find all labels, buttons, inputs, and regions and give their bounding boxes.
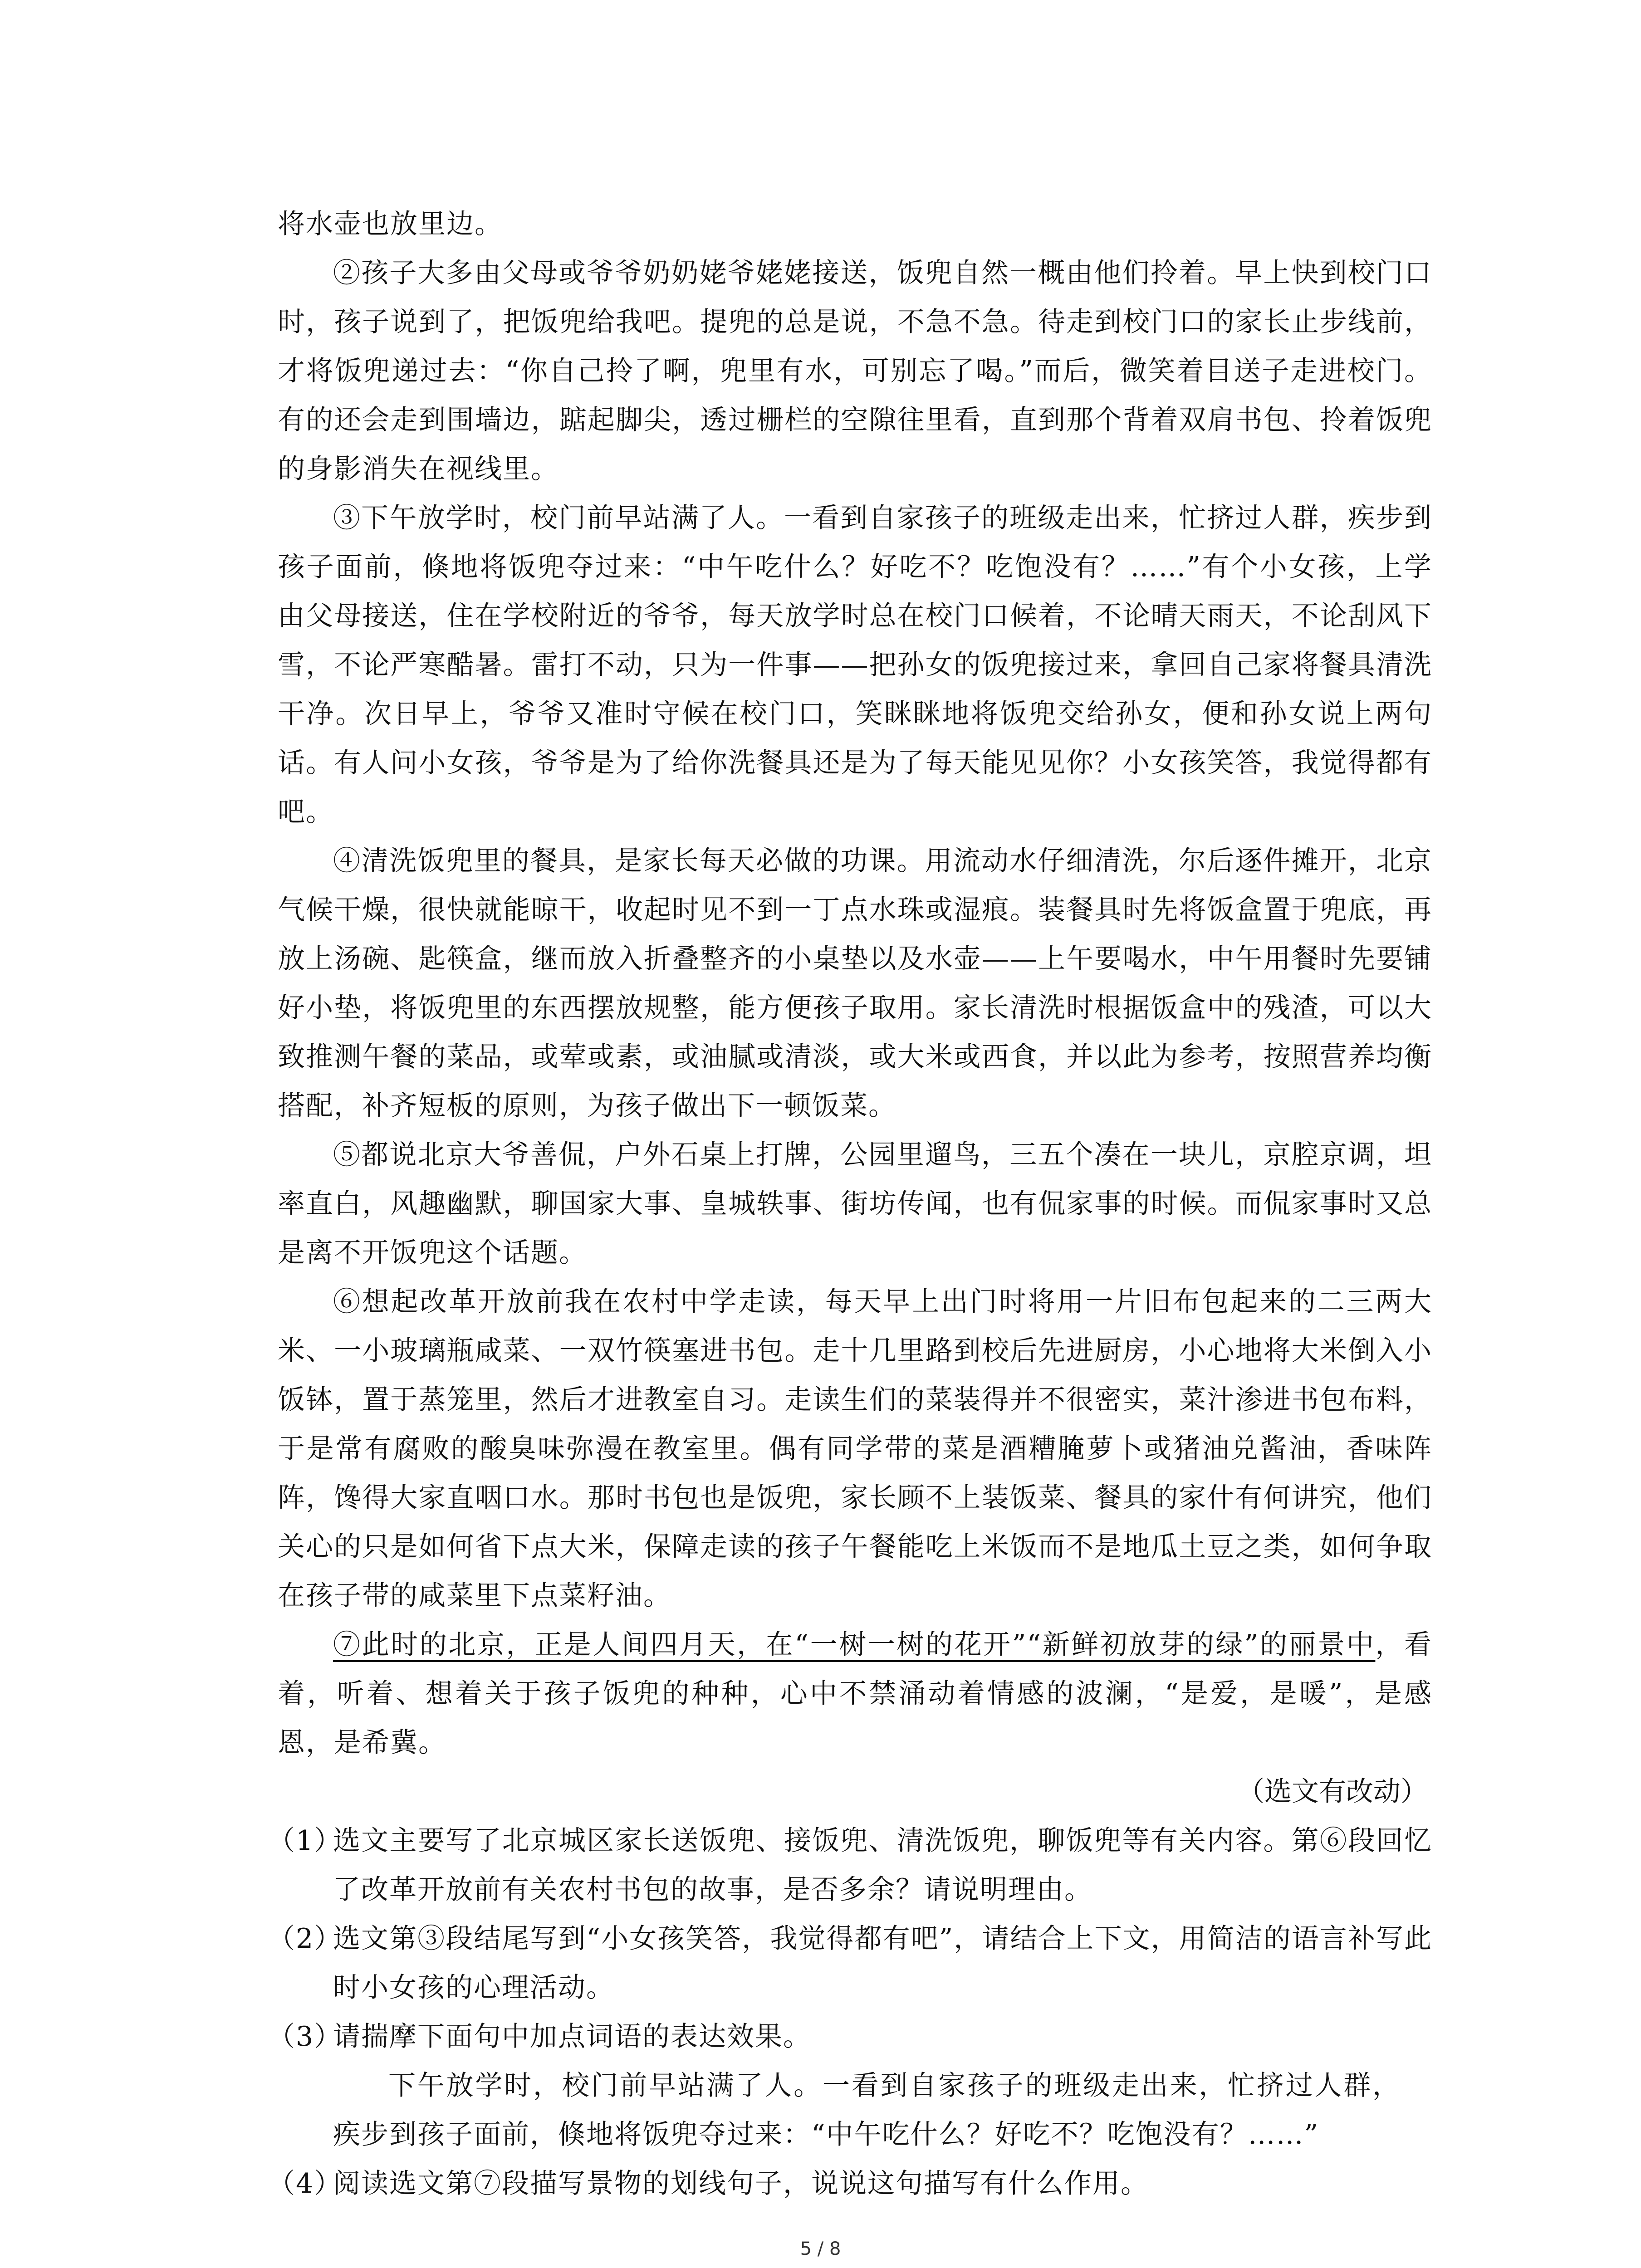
paragraph-7-rest: ，看着，听着、想着关于孩子饭兜的种种，心中不禁涌动着情感的波澜，“是爱，是暖”，是感恩，是希冀。 bbox=[278, 1629, 1432, 1759]
paragraph-7 bbox=[278, 1620, 1432, 1767]
article-body bbox=[268, 200, 1432, 2208]
question-number: （1） bbox=[268, 1825, 343, 1857]
question-text: 请揣摩下面句中加点词语的表达效果。 bbox=[333, 2021, 811, 2053]
paragraph-4: ④清洗饭兜里的餐具，是家长每天必做的功课。用流动水仔细清洗，尔后逐件摊开，北京气候干燥，很快就能晾干，收起时见不到一丁点水珠或湿痕。装餐具时先将饭盒置于兜底，再放上汤碗、匙筷盒，继而放入折叠整齐的小桌垫以及水壶——上午要喝水，中午用餐时先要铺好小垫，将饭兜里的东西摆放规整，能方便孩子取用。家长清洗时根据饭盒中的残渣，可以大致推测午餐的菜品，或荤或素，或油腻或清淡，或大米或西食，并以此为参考，按照营养均衡搭配，补齐短板的原则，为孩子做出下一顿饭菜。 bbox=[278, 845, 1432, 1122]
paragraph-3: ③下午放学时，校门前早站满了人。一看到自家孩子的班级走出来，忙挤过人群，疾步到孩子面前，倏地将饭兜夺过来：“中午吃什么？好吃不？吃饱没有？……”有个小女孩，上学由父母接送，住在学校附近的爷爷，每天放学时总在校门口候着，不论晴天雨天，不论刮风下雪，不论严寒酷暑。雷打不动，只为一件事——把孙女的饭兜接过来，拿回自己家将餐具清洗干净。次日早上，爷爷又准时守候在校门口，笑眯眯地将饭兜交给孙女，便和孙女说上两句话。有人问小女孩，爷爷是为了给你洗餐具还是为了每天能见见你？小女孩笑答，我觉得都有吧。 bbox=[278, 502, 1432, 828]
question-number: （4） bbox=[268, 2168, 343, 2200]
paragraph-1-continued: 将水壶也放里边。 bbox=[278, 208, 503, 240]
question-number: （3） bbox=[268, 2021, 343, 2053]
question-list bbox=[268, 1816, 1432, 2208]
question-2 bbox=[268, 1914, 1432, 2012]
source-note: （选文有改动） bbox=[1237, 1776, 1428, 1808]
paragraph-6: ⑥想起改革开放前我在农村中学走读，每天早上出门时将用一片旧布包起来的二三两大米、一小玻璃瓶咸菜、一双竹筷塞进书包。走十几里路到校后先进厨房，小心地将大米倒入小饭钵，置于蒸笼里，然后才进教室自习。走读生们的菜装得并不很密实，菜汁渗进书包布料，于是常有腐败的酸臭味弥漫在教室里。偶有同学带的菜是酒糟腌萝卜或猪油兑酱油，香味阵阵，馋得大家直咽口水。那时书包也是饭兜，家长顾不上装饭菜、餐具的家什有何讲究，他们关心的只是如何省下点大米，保障走读的孩子午餐能吃上米饭而不是地瓜土豆之类，如何争取在孩子带的咸菜里下点菜籽油。 bbox=[278, 1286, 1432, 1612]
paragraph-5: ⑤都说北京大爷善侃，户外石桌上打牌，公园里遛鸟，三五个凑在一块儿，京腔京调，坦率直白，风趣幽默，聊国家大事、皇城轶事、街坊传闻，也有侃家事的时候。而侃家事时又总是离不开饭兜这个话题。 bbox=[278, 1139, 1432, 1269]
question-3 bbox=[268, 2012, 1432, 2061]
quoted-sentence: 下午放学时，校门前早站满了人。一看到自家孩子的班级走出来，忙挤过人群，疾步到孩子面前，倏地将饭兜夺过来：“中午吃什么？好吃不？吃饱没有？……” bbox=[333, 2070, 1401, 2151]
page-number: 5 / 8 bbox=[800, 2239, 841, 2259]
question-text: 阅读选文第⑦段描写景物的划线句子，说说这句描写有什么作用。 bbox=[333, 2168, 1149, 2200]
question-number: （2） bbox=[268, 1923, 343, 1955]
question-text: 选文第③段结尾写到“小女孩笑答，我觉得都有吧”，请结合上下文，用简洁的语言补写此时小女孩的心理活动。 bbox=[333, 1923, 1432, 2004]
paragraph-2: ②孩子大多由父母或爷爷奶奶姥爷姥姥接送，饭兜自然一概由他们拎着。早上快到校门口时，孩子说到了，把饭兜给我吧。提兜的总是说，不急不急。待走到校门口的家长止步线前，才将饭兜递过去：“你自己拎了啊，兜里有水，可别忘了喝。”而后，微笑着目送子走进校门。有的还会走到围墙边，踮起脚尖，透过栅栏的空隙往里看，直到那个背着双肩书包、拎着饭兜的身影消失在视线里。 bbox=[278, 257, 1432, 485]
question-1 bbox=[268, 1816, 1432, 1914]
question-text: 选文主要写了北京城区家长送饭兜、接饭兜、清洗饭兜，聊饭兜等有关内容。第⑥段回忆了改革开放前有关农村书包的故事，是否多余？请说明理由。 bbox=[333, 1825, 1432, 1906]
question-4 bbox=[268, 2159, 1432, 2208]
underlined-scenery-sentence: ⑦此时的北京，正是人间四月天，在“一树一树的花开”“新鲜初放芽的绿”的丽景中 bbox=[333, 1629, 1376, 1661]
